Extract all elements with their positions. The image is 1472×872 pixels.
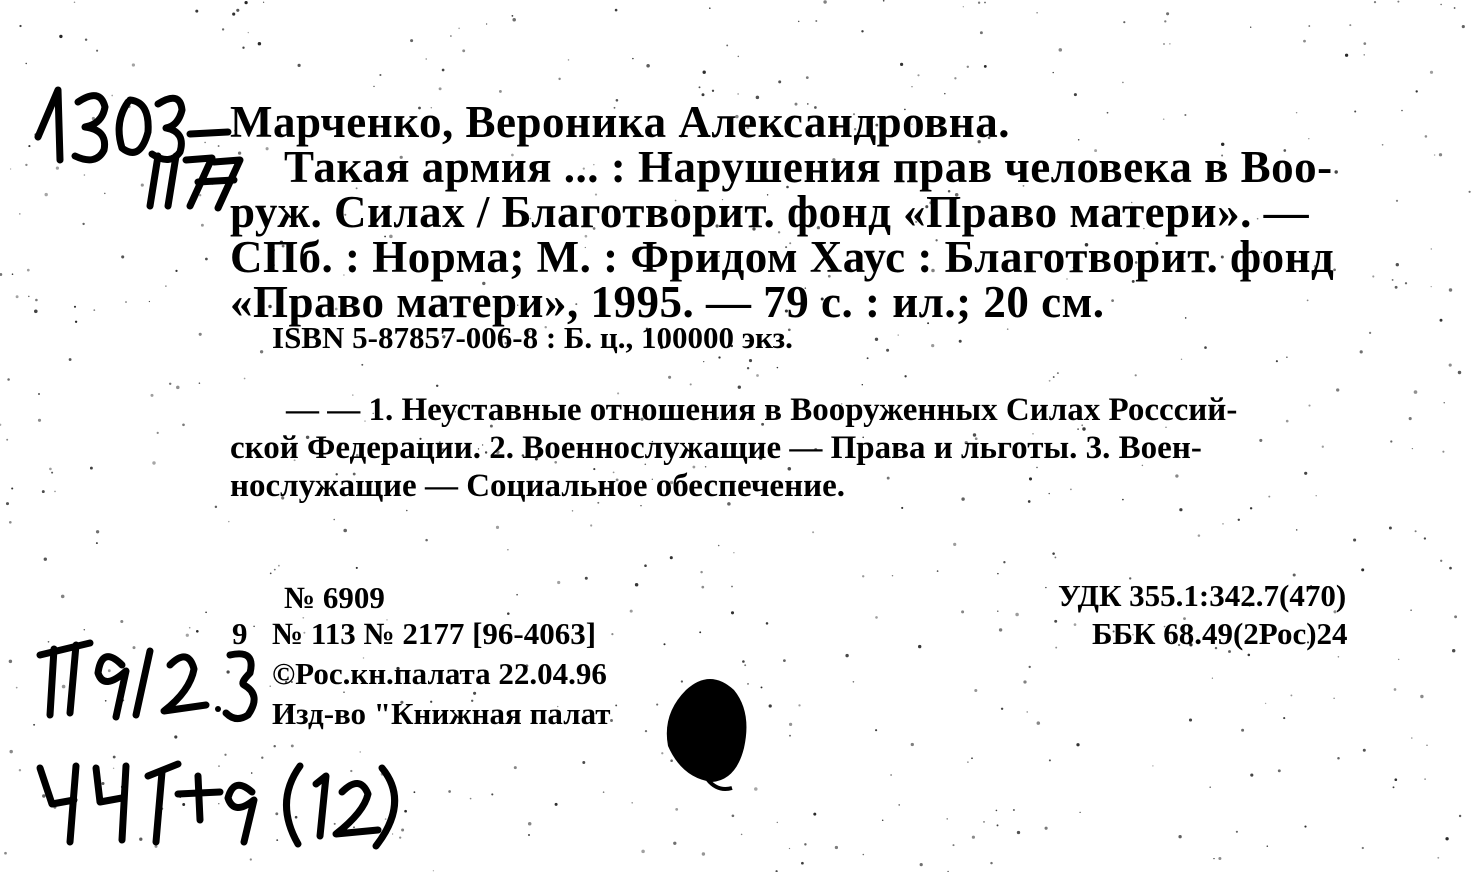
title-line: руж. Силах / Благотворит. фонд «Право матери». — <box>230 187 1310 237</box>
handwritten-shelf-code <box>30 625 260 730</box>
copyright-line: ©Рос.кн.палата 22.04.96 <box>272 656 607 691</box>
subject-line: — — 1. Неуставные отношения в Вооруженных Силах Росссий- <box>286 392 1238 428</box>
author-heading: Марченко, Вероника Александровна. <box>230 97 1010 147</box>
title-line: «Право матери», 1995. — 79 с. : ил.; 20 см. <box>230 277 1105 327</box>
isbn-line: ISBN 5-87857-006-8 : Б. ц., 100000 экз. <box>272 320 793 355</box>
handwritten-inventory <box>30 756 420 856</box>
bbk-code: ББК 68.49(2Рос)24 <box>1092 616 1348 651</box>
ink-blot <box>648 660 778 800</box>
record-prefix-digit: 9 <box>232 616 248 651</box>
title-line: СПб. : Норма; М. : Фридом Хаус : Благотворит. фонд <box>230 232 1335 282</box>
subject-line: нослужащие — Социальное обеспечение. <box>230 468 845 504</box>
record-number: № 6909 <box>284 580 385 615</box>
subject-line: ской Федерации. 2. Военнослужащие — Права и льготы. 3. Воен- <box>230 430 1202 466</box>
record-numbers-line: № 113 № 2177 [96-4063] <box>272 616 597 651</box>
publisher-line: Изд-во "Книжная палат <box>272 696 611 731</box>
title-line: Такая армия ... : Нарушения прав человека в Воо- <box>284 142 1333 192</box>
udk-code: УДК 355.1:342.7(470) <box>1058 578 1347 613</box>
